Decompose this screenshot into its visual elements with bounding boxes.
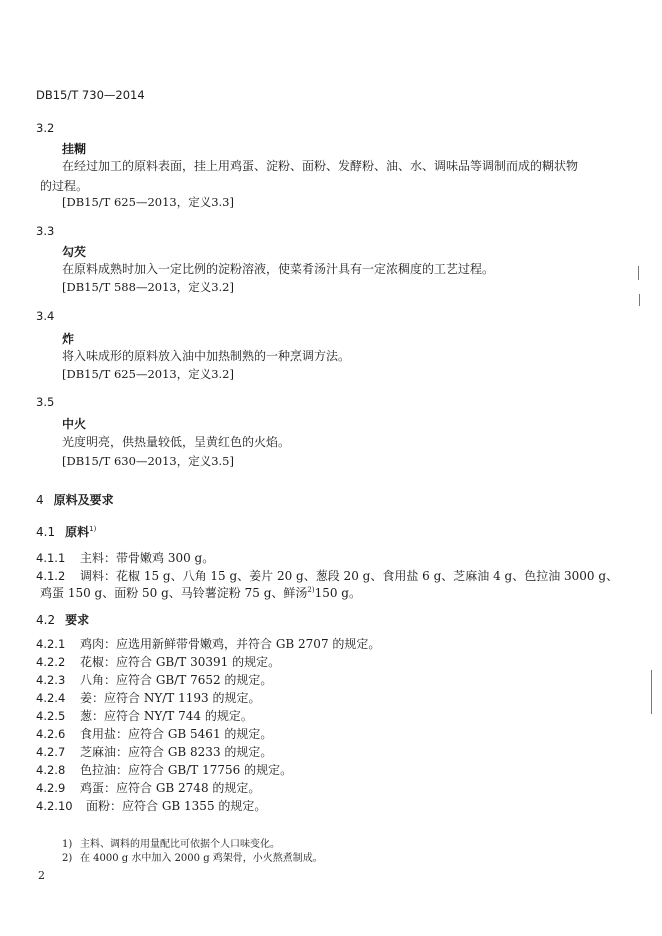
list-item: [36, 710, 253, 723]
footnote-text: 主料、调料的用量配比可依据个人口味变化。: [80, 839, 280, 850]
item-text: 面粉：应符合 GB 1355 的规定。: [86, 799, 267, 813]
list-item: [36, 674, 272, 687]
item-number: 4.2.4: [36, 691, 66, 705]
term-definition: 光度明亮，供热量较低，呈黄红色的火焰。: [62, 435, 291, 449]
item-text: 八角：应符合 GB/T 7652 的规定。: [80, 673, 273, 687]
section-title: 原料及要求: [53, 493, 114, 507]
list-item-continued: [40, 587, 361, 599]
term-definition: 在原料成熟时加入一定比例的淀粉溶液，使菜肴汤汁具有一定浓稠度的工艺过程。: [62, 262, 495, 276]
list-item: [36, 692, 260, 705]
item-text: 花椒：应符合 GB/T 30391 的规定。: [80, 655, 281, 669]
footnote: [62, 854, 323, 864]
term-number: 3.4: [36, 309, 55, 323]
subsection-title: 原料: [65, 525, 90, 539]
term-name: 中火: [62, 417, 87, 431]
item-number: 4.1.2: [36, 569, 66, 583]
list-item: [36, 638, 380, 651]
subsection-title: 要求: [65, 613, 90, 627]
term-reference: [DB15/T 625—2013，定义3.2]: [62, 367, 234, 381]
term-definition: 将入味成形的原料放入油中加热制熟的一种烹调方法。: [62, 349, 351, 363]
subsection-heading: [36, 614, 89, 626]
list-item: [36, 570, 618, 583]
term-reference: [DB15/T 625—2013，定义3.3]: [62, 195, 234, 209]
item-text: 主料：带骨嫩鸡 300 g。: [80, 551, 215, 565]
term-number: 3.2: [36, 121, 55, 135]
item-number: 4.2.2: [36, 655, 66, 669]
item-number: 4.2.7: [36, 745, 66, 759]
list-item: [36, 800, 266, 813]
footnote-ref: 1): [89, 525, 97, 533]
term-number: 3.5: [36, 395, 55, 409]
footnote: [62, 840, 280, 850]
footnote-ref: 2): [307, 586, 315, 594]
term-name: 勾芡: [62, 245, 87, 259]
item-text: 色拉油：应符合 GB/T 17756 的规定。: [80, 763, 293, 777]
list-item: [36, 746, 272, 759]
item-number: 4.1.1: [36, 551, 66, 565]
term-reference: [DB15/T 588—2013，定义3.2]: [62, 280, 234, 294]
item-number: 4.2.1: [36, 637, 66, 651]
item-number: 4.2.5: [36, 709, 66, 723]
list-item: [36, 728, 272, 741]
item-number: 4.2.9: [36, 781, 66, 795]
item-text: 食用盐：应符合 GB 5461 的规定。: [80, 727, 273, 741]
page-number: 2: [38, 869, 45, 882]
subsection-number: 4.2: [36, 613, 56, 627]
item-number: 4.2.8: [36, 763, 66, 777]
item-text: 芝麻油：应符合 GB 8233 的规定。: [80, 745, 273, 759]
section-heading: [36, 494, 114, 506]
footnote-text: 在 4000 g 水中加入 2000 g 鸡架骨，小火熬煮制成。: [80, 853, 323, 864]
term-name: 挂糊: [62, 142, 87, 156]
term-definition-continued: 的过程。: [40, 179, 89, 193]
subsection-heading: [36, 526, 96, 538]
scan-mark: [651, 670, 652, 714]
term-reference: [DB15/T 630—2013，定义3.5]: [62, 454, 234, 468]
item-number: 4.2.10: [36, 799, 73, 813]
term-definition: 在经过加工的原料表面，挂上用鸡蛋、淀粉、面粉、发酵粉、油、水、调味品等调制而成的糊状物: [62, 159, 579, 173]
footnote-mark: 1): [62, 839, 73, 850]
footnote-mark: 2): [62, 853, 73, 864]
item-text: 150 g。: [314, 586, 361, 600]
item-text: 姜：应符合 NY/T 1193 的规定。: [80, 691, 261, 705]
item-number: 4.2.6: [36, 727, 66, 741]
term-name: 炸: [62, 332, 75, 346]
item-text: 鸡肉：应选用新鲜带骨嫩鸡，并符合 GB 2707 的规定。: [80, 637, 381, 651]
scan-mark: [638, 266, 639, 280]
list-item: [36, 656, 280, 669]
document-header-code: DB15/T 730—2014: [36, 88, 145, 102]
term-number: 3.3: [36, 224, 55, 238]
subsection-number: 4.1: [36, 525, 56, 539]
item-text: 鸡蛋：应符合 GB 2748 的规定。: [80, 781, 261, 795]
list-item: [36, 764, 292, 777]
item-text: 葱：应符合 NY/T 744 的规定。: [80, 709, 253, 723]
item-text: 调料：花椒 15 g、八角 15 g、姜片 20 g、葱段 20 g、食用盐 6 g、芝麻油 4 g、色拉油 3000 g、: [80, 569, 619, 583]
list-item: [36, 782, 260, 795]
section-number: 4: [36, 493, 44, 507]
list-item: [36, 552, 214, 565]
item-number: 4.2.3: [36, 673, 66, 687]
item-text: 鸡蛋 150 g、面粉 50 g、马铃薯淀粉 75 g、鲜汤: [40, 586, 308, 600]
scan-mark: [639, 294, 640, 306]
